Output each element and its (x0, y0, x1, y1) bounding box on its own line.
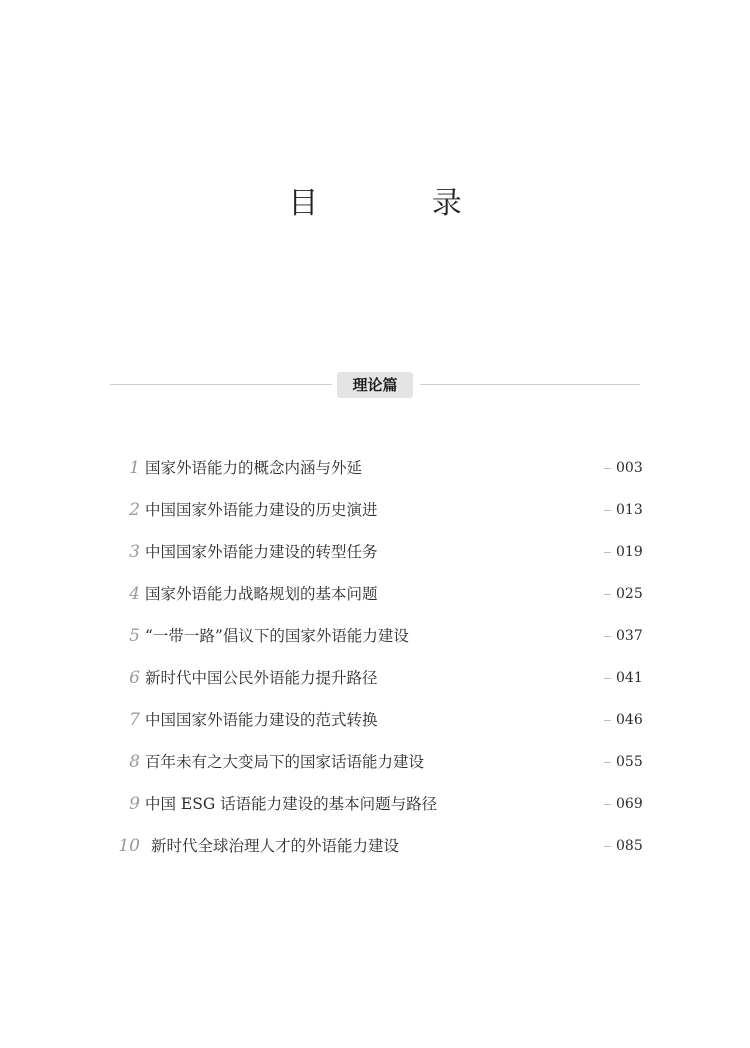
page-number: 069 (616, 796, 643, 812)
toc-entry[interactable] (0, 707, 750, 733)
leader-dash (604, 846, 611, 847)
section-heading: 理论篇 (337, 372, 413, 398)
page-number: 041 (616, 670, 643, 686)
toc-entry[interactable] (0, 497, 750, 523)
chapter-title: 新时代全球治理人才的外语能力建设 (151, 837, 400, 855)
page-number: 025 (616, 586, 643, 602)
leader-dash (604, 678, 611, 679)
page-number: 019 (616, 544, 643, 560)
chapter-number: 10 (118, 836, 140, 856)
section-divider-left (110, 384, 332, 385)
toc-entry[interactable] (0, 581, 750, 607)
page-number: 013 (616, 502, 643, 518)
chapter-title: 中国国家外语能力建设的历史演进 (145, 501, 378, 519)
leader-dash (604, 804, 611, 805)
chapter-title: 国家外语能力的概念内涵与外延 (145, 459, 363, 477)
chapter-title: 百年未有之大变局下的国家话语能力建设 (145, 753, 425, 771)
chapter-number: 4 (129, 584, 140, 604)
chapter-title: “一带一路”倡议下的国家外语能力建设 (145, 627, 409, 645)
toc-entry[interactable] (0, 749, 750, 775)
chapter-title: 新时代中国公民外语能力提升路径 (145, 669, 378, 687)
chapter-number: 3 (129, 542, 140, 562)
toc-entry[interactable] (0, 455, 750, 481)
chapter-number: 6 (129, 668, 140, 688)
chapter-number: 2 (129, 500, 140, 520)
page-number: 085 (616, 838, 643, 854)
chapter-title: 国家外语能力战略规划的基本问题 (145, 585, 378, 603)
leader-dash (604, 552, 611, 553)
leader-dash (604, 762, 611, 763)
toc-entry[interactable] (0, 623, 750, 649)
chapter-number: 7 (129, 710, 140, 730)
leader-dash (604, 468, 611, 469)
toc-entry[interactable] (0, 665, 750, 691)
page-number: 037 (616, 628, 643, 644)
page-number: 003 (616, 460, 643, 476)
leader-dash (604, 720, 611, 721)
chapter-title: 中国 ESG 话语能力建设的基本问题与路径 (145, 795, 438, 813)
chapter-title: 中国国家外语能力建设的转型任务 (145, 543, 378, 561)
leader-dash (604, 594, 611, 595)
toc-entry[interactable] (0, 833, 750, 859)
page-number: 046 (616, 712, 643, 728)
chapter-number: 9 (129, 794, 140, 814)
toc-entry[interactable] (0, 791, 750, 817)
section-divider-right (420, 384, 640, 385)
chapter-number: 5 (129, 626, 140, 646)
chapter-number: 8 (129, 752, 140, 772)
toc-entry[interactable] (0, 539, 750, 565)
chapter-number: 1 (129, 458, 140, 478)
chapter-title: 中国国家外语能力建设的范式转换 (145, 711, 378, 729)
page-title: 目 录 (288, 186, 514, 221)
page-number: 055 (616, 754, 643, 770)
leader-dash (604, 510, 611, 511)
leader-dash (604, 636, 611, 637)
